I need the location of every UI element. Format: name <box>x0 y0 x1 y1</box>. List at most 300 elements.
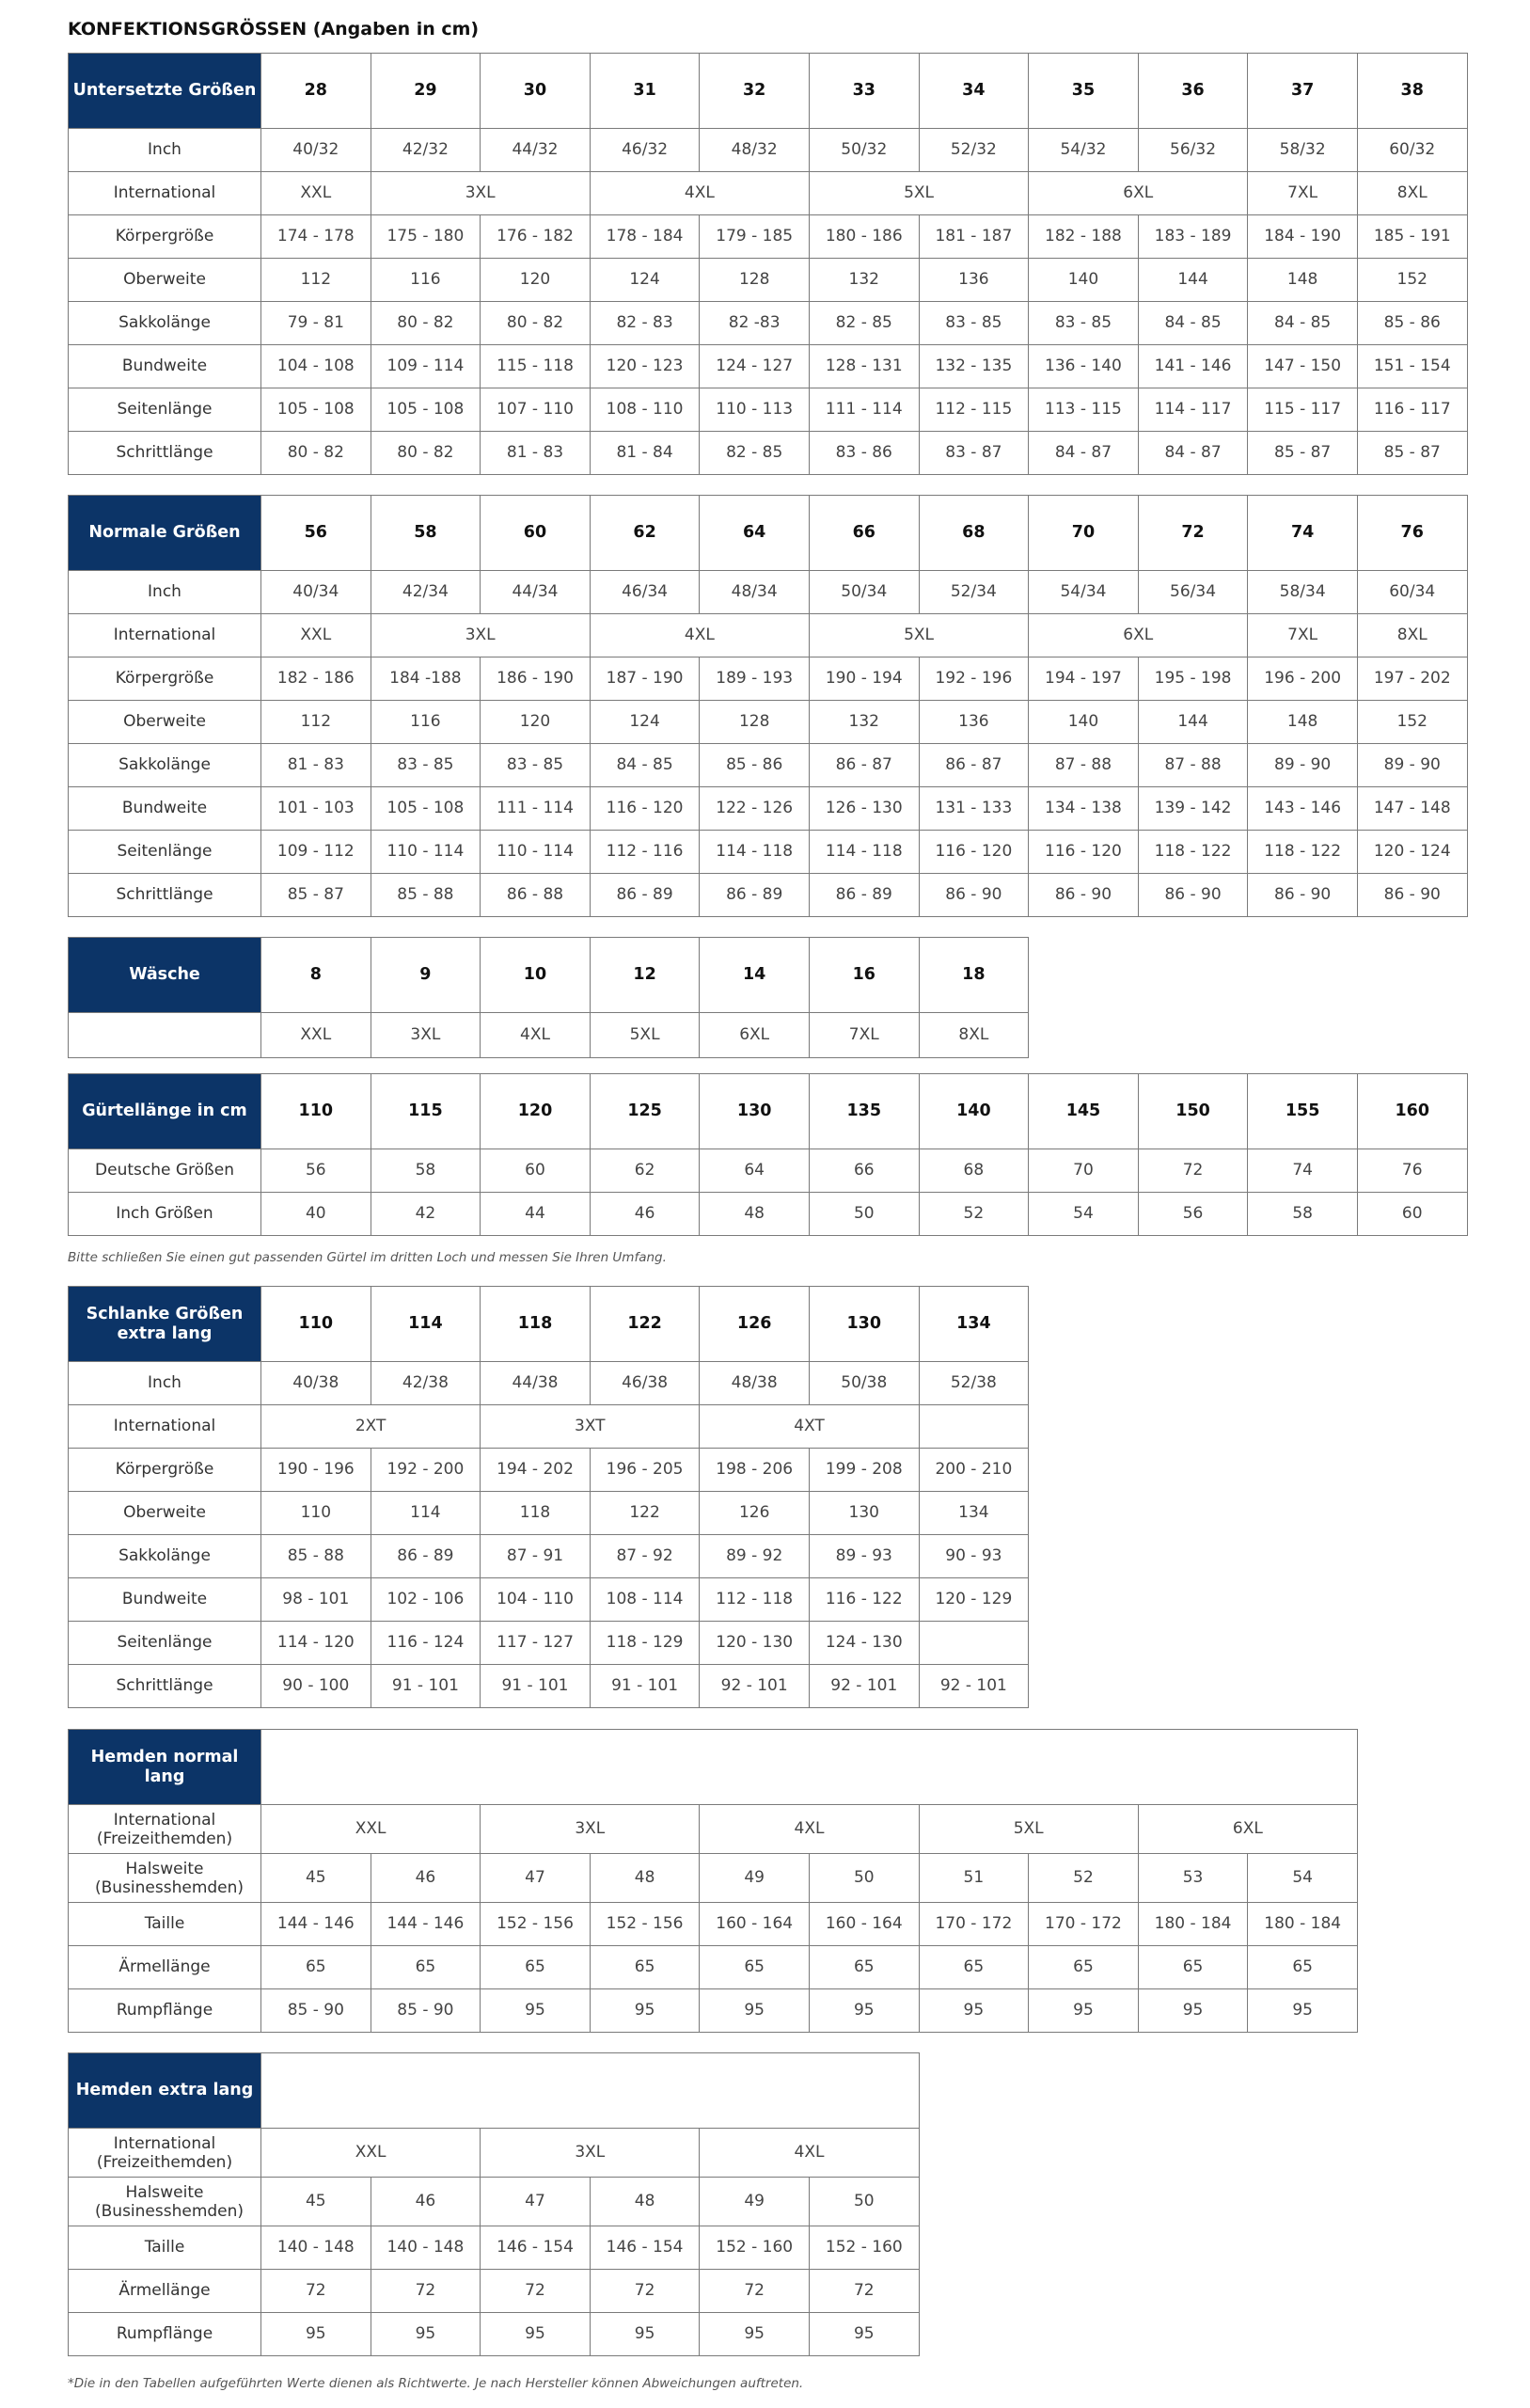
table-row <box>69 1193 1468 1236</box>
table-cell: 86 - 90 <box>1138 874 1248 917</box>
table-cell: 175 - 180 <box>371 215 481 259</box>
table-row <box>69 1989 1358 2033</box>
table-cell: 81 - 84 <box>590 432 700 475</box>
table-cell: 5XL <box>919 1805 1138 1854</box>
table-cell: 95 <box>590 2313 700 2356</box>
table-header-label: Wäsche <box>69 938 261 1013</box>
table-waesche <box>68 937 1029 1058</box>
table-row <box>69 831 1468 874</box>
table-cell: 112 - 115 <box>919 388 1029 432</box>
table-cell: 45 <box>261 1854 371 1903</box>
table-cell: 87 - 92 <box>590 1535 700 1578</box>
row-label-rumpflänge: Rumpflänge <box>69 2313 261 2356</box>
table-cell: 65 <box>371 1946 481 1989</box>
table-cell: 56/32 <box>1138 129 1248 172</box>
table-cell: 72 <box>1138 1149 1248 1193</box>
size-header-cell: 58 <box>371 496 481 571</box>
table-cell: 3XL <box>481 1805 700 1854</box>
table-cell: 90 - 93 <box>919 1535 1029 1578</box>
table-cell: 49 <box>700 2178 810 2226</box>
table-cell: 65 <box>919 1946 1029 1989</box>
table-row <box>69 571 1468 614</box>
table-cell: 58 <box>1248 1193 1358 1236</box>
table-cell: 3XL <box>371 1013 481 1058</box>
row-label-inch-größen: Inch Größen <box>69 1193 261 1236</box>
table-header-label: Hemden extra lang <box>69 2053 261 2129</box>
table-cell: 152 - 160 <box>700 2226 810 2270</box>
header-blank <box>261 1730 1358 1805</box>
footnote: *Die in den Tabellen aufgeführten Werte dienen als Richtwerte. Je nach Hersteller können Abweichungen auftreten. <box>68 2376 804 2391</box>
table-cell: 46/32 <box>590 129 700 172</box>
table-cell: 124 - 127 <box>700 345 810 388</box>
table-cell: 84 - 85 <box>1248 302 1358 345</box>
table-cell: 180 - 186 <box>809 215 919 259</box>
table-cell: 47 <box>481 2178 591 2226</box>
row-label-oberweite: Oberweite <box>69 701 261 744</box>
table-row <box>69 1578 1029 1622</box>
table-cell: 86 - 88 <box>481 874 591 917</box>
table-cell: 114 <box>371 1492 481 1535</box>
table-cell: 82 -83 <box>700 302 810 345</box>
table-cell: 134 <box>919 1492 1029 1535</box>
table-cell: 109 - 112 <box>261 831 371 874</box>
table-cell: 118 <box>481 1492 591 1535</box>
table-cell: 6XL <box>1029 614 1248 657</box>
table-cell: 52/32 <box>919 129 1029 172</box>
table-cell: 115 - 117 <box>1248 388 1358 432</box>
table-cell: 86 - 90 <box>919 874 1029 917</box>
table-cell: 85 - 88 <box>371 874 481 917</box>
table-cell: 107 - 110 <box>481 388 591 432</box>
table-cell: 86 - 87 <box>809 744 919 787</box>
table-cell: 52 <box>1029 1854 1139 1903</box>
table-cell: 108 - 114 <box>590 1578 700 1622</box>
table-cell: 60/34 <box>1357 571 1467 614</box>
row-label-halsweite-businesshemden: Halsweite (Businesshemden) <box>69 2178 261 2226</box>
table-cell: 51 <box>919 1854 1029 1903</box>
table-cell: 105 - 108 <box>371 787 481 831</box>
header-blank <box>261 2053 920 2129</box>
table-cell: 65 <box>1029 1946 1139 1989</box>
table-cell: 53 <box>1138 1854 1248 1903</box>
table-cell: XXL <box>261 1805 481 1854</box>
size-header-cell: 134 <box>919 1287 1029 1362</box>
table-cell: 60 <box>481 1149 591 1193</box>
table-cell: 120 <box>481 259 591 302</box>
row-label-schrittlänge: Schrittlänge <box>69 432 261 475</box>
table-cell: 179 - 185 <box>700 215 810 259</box>
table-cell: 184 -188 <box>371 657 481 701</box>
row-label-ärmellänge: Ärmellänge <box>69 1946 261 1989</box>
table-cell: 110 - 114 <box>371 831 481 874</box>
table-cell: 95 <box>261 2313 371 2356</box>
table-cell: 76 <box>1357 1149 1467 1193</box>
size-header-cell: 72 <box>1138 496 1248 571</box>
table-cell: 170 - 172 <box>919 1903 1029 1946</box>
table-cell: 89 - 90 <box>1357 744 1467 787</box>
table-cell: 86 - 89 <box>809 874 919 917</box>
size-header-cell: 14 <box>700 938 810 1013</box>
table-cell: 184 - 190 <box>1248 215 1358 259</box>
table-cell: 126 <box>700 1492 810 1535</box>
table-row <box>69 432 1468 475</box>
table-cell: 40/34 <box>261 571 371 614</box>
table-cell: 124 <box>590 259 700 302</box>
table-cell: 132 <box>809 259 919 302</box>
table-cell: 45 <box>261 2178 371 2226</box>
table-cell: 132 <box>809 701 919 744</box>
table-guertellaenge <box>68 1073 1468 1236</box>
size-header-cell: 28 <box>261 54 371 129</box>
table-row <box>69 1903 1358 1946</box>
table-cell: 68 <box>919 1149 1029 1193</box>
table-cell: XXL <box>261 1013 371 1058</box>
table-cell: 8XL <box>1357 172 1467 215</box>
table-cell: 86 - 89 <box>700 874 810 917</box>
table-cell: 46 <box>590 1193 700 1236</box>
table-cell: 87 - 88 <box>1029 744 1139 787</box>
table-cell: 80 - 82 <box>371 432 481 475</box>
table-cell: 47 <box>481 1854 591 1903</box>
table-cell: 48/34 <box>700 571 810 614</box>
table-cell: 194 - 197 <box>1029 657 1139 701</box>
table-cell: 95 <box>700 1989 810 2033</box>
table-cell: 54 <box>1248 1854 1358 1903</box>
table-cell: 114 - 117 <box>1138 388 1248 432</box>
table-row <box>69 1622 1029 1665</box>
table-cell: 82 - 85 <box>809 302 919 345</box>
size-header-cell: 122 <box>590 1287 700 1362</box>
row-label-körpergröße: Körpergröße <box>69 215 261 259</box>
size-header-cell: 135 <box>809 1074 919 1149</box>
table-cell: 182 - 188 <box>1029 215 1139 259</box>
table-cell: 85 - 86 <box>1357 302 1467 345</box>
table-cell: 152 - 160 <box>809 2226 919 2270</box>
table-cell: 44 <box>481 1193 591 1236</box>
table-cell: 143 - 146 <box>1248 787 1358 831</box>
table-cell: 72 <box>261 2270 371 2313</box>
table-cell: 60 <box>1357 1193 1467 1236</box>
table-cell: 84 - 87 <box>1029 432 1139 475</box>
table-cell: 192 - 196 <box>919 657 1029 701</box>
table-cell: 5XL <box>809 614 1028 657</box>
table-cell: 83 - 87 <box>919 432 1029 475</box>
table-cell: 128 - 131 <box>809 345 919 388</box>
table-cell: 5XL <box>590 1013 700 1058</box>
table-cell: 8XL <box>919 1013 1029 1058</box>
table-cell: 197 - 202 <box>1357 657 1467 701</box>
row-label-bundweite: Bundweite <box>69 1578 261 1622</box>
size-header-cell: 74 <box>1248 496 1358 571</box>
table-header-label: Gürtellänge in cm <box>69 1074 261 1149</box>
table-cell: 65 <box>1248 1946 1358 1989</box>
table-cell: 111 - 114 <box>481 787 591 831</box>
table-cell: 81 - 83 <box>261 744 371 787</box>
size-header-cell: 76 <box>1357 496 1467 571</box>
table-cell: 87 - 91 <box>481 1535 591 1578</box>
table-cell: 95 <box>481 1989 591 2033</box>
table-cell: 120 - 123 <box>590 345 700 388</box>
row-label-seitenlänge: Seitenlänge <box>69 388 261 432</box>
table-cell: 40 <box>261 1193 371 1236</box>
table-cell: 92 - 101 <box>919 1665 1029 1708</box>
table-cell: 4XL <box>700 2129 919 2178</box>
table-cell: 72 <box>590 2270 700 2313</box>
table-cell: 176 - 182 <box>481 215 591 259</box>
table-cell: 4XL <box>590 172 809 215</box>
table-cell: 112 <box>261 259 371 302</box>
table-cell: 152 <box>1357 259 1467 302</box>
size-header-cell: 118 <box>481 1287 591 1362</box>
table-cell: 122 - 126 <box>700 787 810 831</box>
table-cell: 6XL <box>1138 1805 1357 1854</box>
row-label-international-freizeithemden: International (Freizeithemden) <box>69 2129 261 2178</box>
size-header-cell: 70 <box>1029 496 1139 571</box>
table-cell: 199 - 208 <box>809 1449 919 1492</box>
table-cell: 85 - 87 <box>1357 432 1467 475</box>
table-cell: 40/38 <box>261 1362 371 1405</box>
table-cell: 116 - 120 <box>590 787 700 831</box>
table-cell: 120 - 129 <box>919 1578 1029 1622</box>
table-cell: 84 - 87 <box>1138 432 1248 475</box>
table-cell: 66 <box>809 1149 919 1193</box>
table-cell: 112 - 116 <box>590 831 700 874</box>
row-label-seitenlänge: Seitenlänge <box>69 831 261 874</box>
table-cell: 52/38 <box>919 1362 1029 1405</box>
table-cell: 89 - 90 <box>1248 744 1358 787</box>
table-cell: 4XL <box>590 614 809 657</box>
table-cell: 116 - 117 <box>1357 388 1467 432</box>
table-cell: 174 - 178 <box>261 215 371 259</box>
table-cell: 85 - 86 <box>700 744 810 787</box>
table-cell: 128 <box>700 259 810 302</box>
table-cell: 3XT <box>481 1405 700 1449</box>
table-cell: 111 - 114 <box>809 388 919 432</box>
table-row <box>69 2226 920 2270</box>
table-cell: 42 <box>371 1193 481 1236</box>
table-cell: 50/34 <box>809 571 919 614</box>
size-header-cell: 18 <box>919 938 1029 1013</box>
table-row <box>69 614 1468 657</box>
table-row <box>69 701 1468 744</box>
table-cell: 72 <box>700 2270 810 2313</box>
table-row <box>69 1362 1029 1405</box>
table-cell: 128 <box>700 701 810 744</box>
table-cell: 95 <box>590 1989 700 2033</box>
size-header-cell: 68 <box>919 496 1029 571</box>
table-cell: 148 <box>1248 701 1358 744</box>
size-header-cell: 29 <box>371 54 481 129</box>
table-cell: 48 <box>590 2178 700 2226</box>
row-label-körpergröße: Körpergröße <box>69 1449 261 1492</box>
table-cell: 64 <box>700 1149 810 1193</box>
table-cell: 62 <box>590 1149 700 1193</box>
table-cell: 104 - 108 <box>261 345 371 388</box>
size-header-cell: 145 <box>1029 1074 1139 1149</box>
table-cell: 101 - 103 <box>261 787 371 831</box>
table-cell: 83 - 85 <box>371 744 481 787</box>
size-header-cell: 114 <box>371 1287 481 1362</box>
header-row <box>69 1287 1029 1362</box>
table-cell: 91 - 101 <box>481 1665 591 1708</box>
table-cell: 110 <box>261 1492 371 1535</box>
table-row <box>69 2129 920 2178</box>
table-cell: 95 <box>919 1989 1029 2033</box>
table-cell: XXL <box>261 172 371 215</box>
table-cell: 192 - 200 <box>371 1449 481 1492</box>
row-label-international-freizeithemden: International (Freizeithemden) <box>69 1805 261 1854</box>
table-cell: 6XL <box>700 1013 810 1058</box>
table-cell: 146 - 154 <box>590 2226 700 2270</box>
table-cell: 48/32 <box>700 129 810 172</box>
table-cell: 83 - 86 <box>809 432 919 475</box>
size-header-cell: 120 <box>481 1074 591 1149</box>
table-cell: 40/32 <box>261 129 371 172</box>
table-cell: 46 <box>371 2178 481 2226</box>
table-cell: 195 - 198 <box>1138 657 1248 701</box>
table-cell: 116 <box>371 259 481 302</box>
table-cell: 72 <box>809 2270 919 2313</box>
size-header-cell: 31 <box>590 54 700 129</box>
table-cell: 85 - 87 <box>1248 432 1358 475</box>
table-cell: 48 <box>590 1854 700 1903</box>
table-cell: 58 <box>371 1149 481 1193</box>
header-row <box>69 938 1029 1013</box>
size-header-cell: 16 <box>809 938 919 1013</box>
table-cell: 4XL <box>700 1805 919 1854</box>
table-cell: 183 - 189 <box>1138 215 1248 259</box>
table-cell: 46/38 <box>590 1362 700 1405</box>
table-cell: 50 <box>809 2178 919 2226</box>
table-row <box>69 172 1468 215</box>
table-cell: 102 - 106 <box>371 1578 481 1622</box>
table-cell: 65 <box>481 1946 591 1989</box>
table-cell: 116 <box>371 701 481 744</box>
table-cell: 86 - 87 <box>919 744 1029 787</box>
table-hemden-extra-lang <box>68 2052 920 2356</box>
table-cell: 83 - 85 <box>919 302 1029 345</box>
row-label-bundweite: Bundweite <box>69 345 261 388</box>
row-label-oberweite: Oberweite <box>69 1492 261 1535</box>
table-cell: 160 - 164 <box>809 1903 919 1946</box>
table-cell: 151 - 154 <box>1357 345 1467 388</box>
table-cell: 3XL <box>371 172 590 215</box>
table-cell: 116 - 124 <box>371 1622 481 1665</box>
table-cell: 82 - 83 <box>590 302 700 345</box>
table-cell: 83 - 85 <box>481 744 591 787</box>
table-cell: 136 <box>919 701 1029 744</box>
table-cell: 84 - 85 <box>590 744 700 787</box>
table-cell: 83 - 85 <box>1029 302 1139 345</box>
table-header-label: Untersetzte Größen <box>69 54 261 129</box>
table-cell: 79 - 81 <box>261 302 371 345</box>
size-header-cell: 38 <box>1357 54 1467 129</box>
table-cell: 95 <box>1138 1989 1248 2033</box>
table-row <box>69 787 1468 831</box>
table-cell: 65 <box>1138 1946 1248 1989</box>
row-label-schrittlänge: Schrittlänge <box>69 1665 261 1708</box>
table-cell: 190 - 194 <box>809 657 919 701</box>
row-label-taille: Taille <box>69 2226 261 2270</box>
table-cell: 42/38 <box>371 1362 481 1405</box>
size-header-cell: 9 <box>371 938 481 1013</box>
table-cell: 85 - 90 <box>371 1989 481 2033</box>
table-cell: 50 <box>809 1854 919 1903</box>
table-cell: 131 - 133 <box>919 787 1029 831</box>
table-header-label: Normale Größen <box>69 496 261 571</box>
row-label-inch: Inch <box>69 571 261 614</box>
table-cell: 48/38 <box>700 1362 810 1405</box>
table-cell: 4XT <box>700 1405 919 1449</box>
table-cell: 86 - 89 <box>371 1535 481 1578</box>
row-label-taille: Taille <box>69 1903 261 1946</box>
row-label-schrittlänge: Schrittlänge <box>69 874 261 917</box>
table-cell: 65 <box>809 1946 919 1989</box>
table-row <box>69 744 1468 787</box>
table-row <box>69 1492 1029 1535</box>
table-cell: XXL <box>261 2129 481 2178</box>
table-cell: 7XL <box>1248 614 1358 657</box>
table-row <box>69 215 1468 259</box>
table-cell: 189 - 193 <box>700 657 810 701</box>
table-cell: 114 - 118 <box>809 831 919 874</box>
table-cell: 92 - 101 <box>700 1665 810 1708</box>
table-cell: 139 - 142 <box>1138 787 1248 831</box>
table-cell: 54/32 <box>1029 129 1139 172</box>
header-row <box>69 1730 1358 1805</box>
table-cell: 147 - 148 <box>1357 787 1467 831</box>
table-row <box>69 1013 1029 1058</box>
table-row <box>69 2178 920 2226</box>
table-row <box>69 1805 1358 1854</box>
table-cell: 72 <box>481 2270 591 2313</box>
size-header-cell: 115 <box>371 1074 481 1149</box>
table-cell: 95 <box>809 2313 919 2356</box>
table-row <box>69 1405 1029 1449</box>
table-cell: 54/34 <box>1029 571 1139 614</box>
table-row <box>69 129 1468 172</box>
table-cell: 95 <box>371 2313 481 2356</box>
table-row <box>69 2270 920 2313</box>
header-row <box>69 1074 1468 1149</box>
table-schlanke-groessen <box>68 1286 1029 1708</box>
table-cell: 170 - 172 <box>1029 1903 1139 1946</box>
size-header-cell: 130 <box>809 1287 919 1362</box>
table-row <box>69 657 1468 701</box>
table-cell: 5XL <box>809 172 1028 215</box>
table-cell: 196 - 205 <box>590 1449 700 1492</box>
row-label-seitenlänge: Seitenlänge <box>69 1622 261 1665</box>
table-cell: 6XL <box>1029 172 1248 215</box>
table-hemden-normal-lang <box>68 1729 1358 2033</box>
table-cell <box>919 1405 1029 1449</box>
row-label-inch: Inch <box>69 1362 261 1405</box>
table-cell: 116 - 120 <box>919 831 1029 874</box>
table-cell: 113 - 115 <box>1029 388 1139 432</box>
table-cell: 144 <box>1138 701 1248 744</box>
table-cell: 110 - 114 <box>481 831 591 874</box>
table-cell: 146 - 154 <box>481 2226 591 2270</box>
table-cell: 50/38 <box>809 1362 919 1405</box>
table-cell: 187 - 190 <box>590 657 700 701</box>
table-row <box>69 1449 1029 1492</box>
table-cell: 85 - 88 <box>261 1535 371 1578</box>
table-cell: 109 - 114 <box>371 345 481 388</box>
table-cell: 144 - 146 <box>371 1903 481 1946</box>
table-cell: 152 - 156 <box>481 1903 591 1946</box>
row-label-bundweite: Bundweite <box>69 787 261 831</box>
table-cell: 124 - 130 <box>809 1622 919 1665</box>
